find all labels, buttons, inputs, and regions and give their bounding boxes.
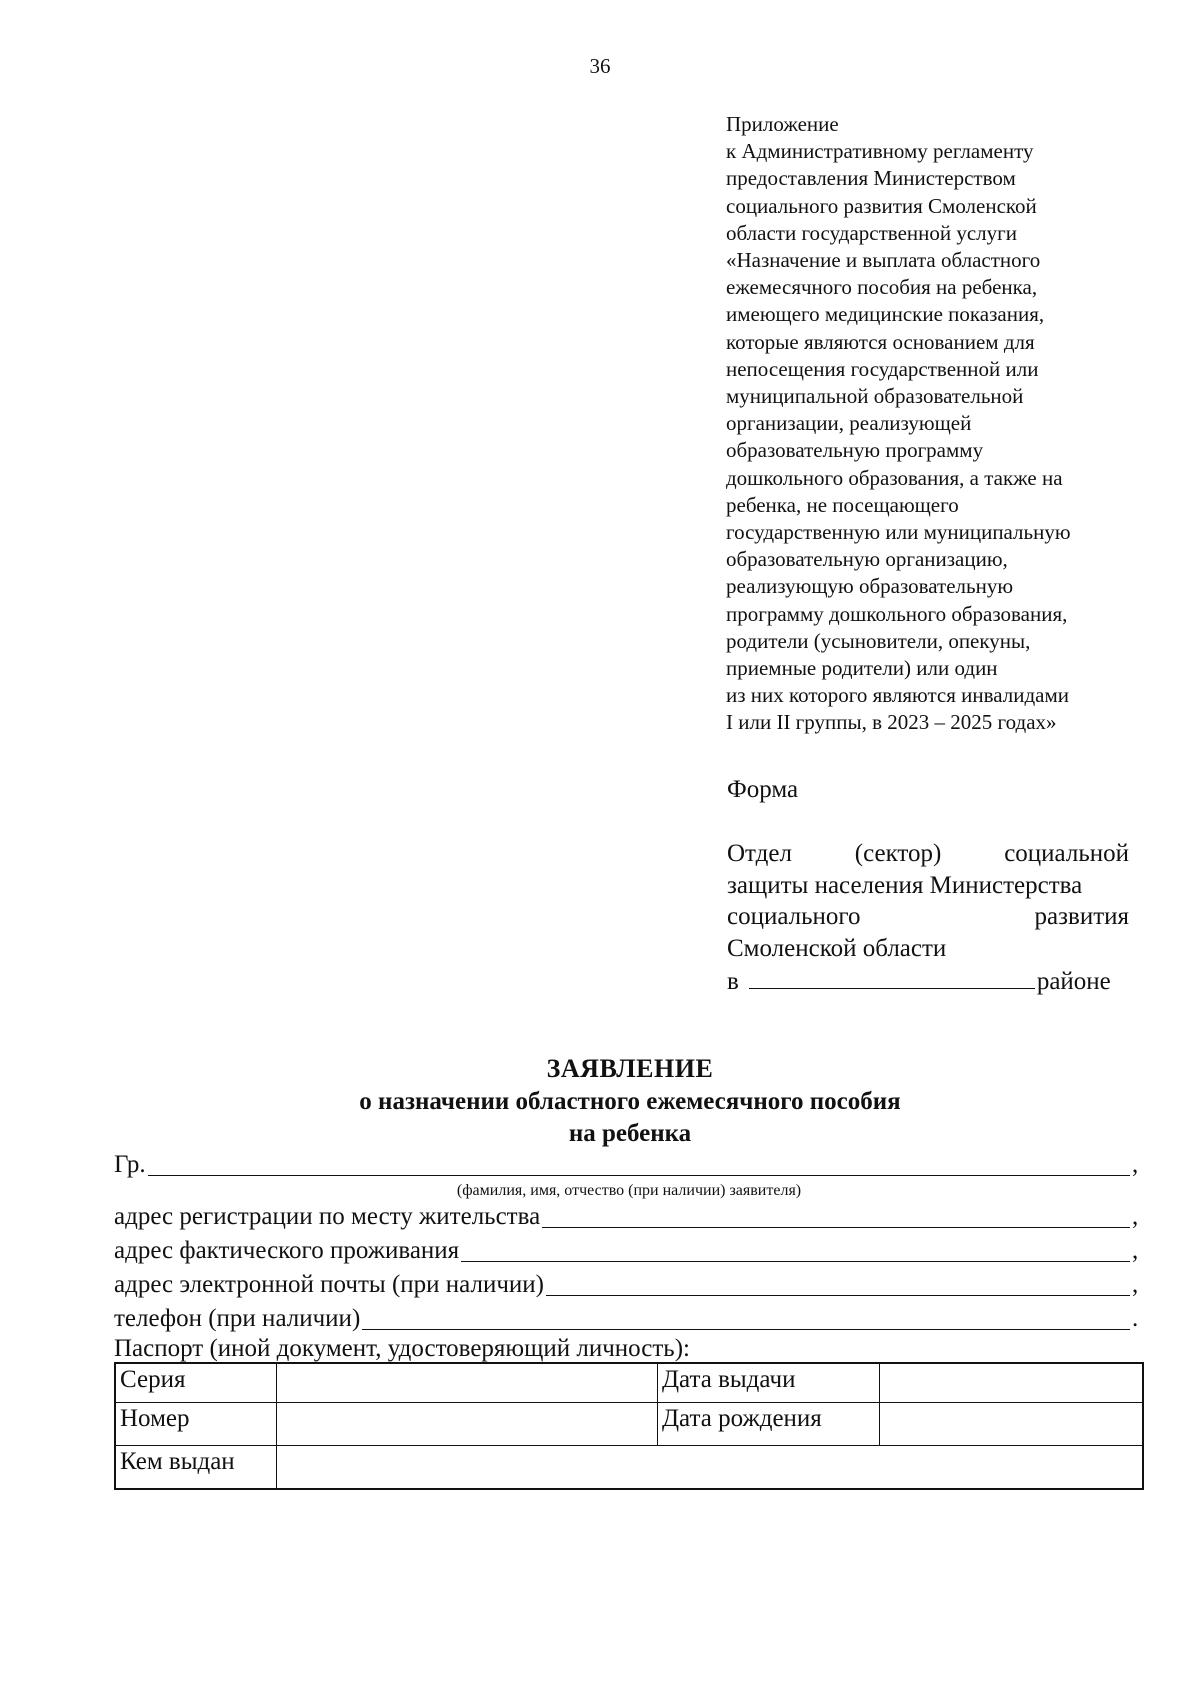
district-line: [727, 964, 1129, 998]
title-sub: на ребенка: [568, 1120, 692, 1147]
applicant-prefix: Гр.: [114, 1151, 146, 1178]
table-row: [115, 1363, 1143, 1403]
appendix-line: непосещения государственной или: [726, 356, 1039, 381]
appendix-line: из них которого являются инвалидами: [726, 683, 1069, 708]
number-cell[interactable]: [277, 1403, 658, 1446]
registration-address-blank[interactable]: [542, 1205, 1130, 1228]
email-blank[interactable]: [546, 1273, 1130, 1296]
row-comma: ,: [1132, 1271, 1139, 1298]
row-comma: ,: [1132, 1237, 1139, 1264]
phone-blank[interactable]: [362, 1307, 1130, 1330]
district-suffix: районе: [1036, 968, 1111, 995]
appendix-line: к Административному регламенту: [726, 139, 1034, 164]
actual-address-label: адрес фактического проживания: [114, 1237, 460, 1264]
row-comma: ,: [1132, 1203, 1139, 1230]
phone-row: [114, 1304, 1144, 1334]
page-number: 36: [589, 54, 611, 78]
birth-date-cell[interactable]: [880, 1403, 1144, 1446]
appendix-line: имеющего медицинские показания,: [726, 302, 1045, 327]
row-period: .: [1132, 1305, 1139, 1332]
passport-title: Паспорт (иной документ, удостоверяющий личность):: [114, 1335, 690, 1362]
applicant-hint: (фамилия, имя, отчество (при наличии) заявителя): [456, 1182, 802, 1199]
email-label: адрес электронной почты (при наличии): [114, 1271, 544, 1298]
actual-address-row: [114, 1236, 1144, 1266]
issue-date-cell[interactable]: [880, 1363, 1144, 1403]
appendix-line: ежемесячного пособия на ребенка,: [726, 275, 1038, 300]
applicant-name-blank[interactable]: [148, 1153, 1130, 1176]
recipient-line: Смоленской области: [727, 934, 947, 962]
recipient-line: защиты населения Министерства: [727, 871, 1083, 899]
actual-address-blank[interactable]: [461, 1239, 1130, 1262]
appendix-line: которые являются основанием для: [726, 329, 1035, 354]
applicant-row: [114, 1150, 1144, 1180]
appendix-line: организации, реализующей: [726, 411, 972, 436]
appendix-line: программу дошкольного образования,: [726, 601, 1068, 626]
district-blank[interactable]: [749, 964, 1035, 989]
table-row: [115, 1403, 1143, 1446]
appendix-line: социального развития Смоленской: [726, 193, 1037, 218]
appendix-line: «Назначение и выплата областного: [726, 248, 1041, 273]
issued-by-cell[interactable]: [277, 1446, 1144, 1490]
appendix-note: [726, 111, 1166, 737]
applicant-suffix: ,: [1132, 1151, 1139, 1178]
series-cell[interactable]: [277, 1363, 658, 1403]
email-row: [114, 1270, 1144, 1300]
series-label: Серия: [115, 1363, 277, 1403]
recipient-line: социального развития: [727, 903, 1129, 930]
title-main: ЗАЯВЛЕНИЕ: [546, 1054, 714, 1083]
phone-label: телефон (при наличии): [114, 1305, 361, 1332]
issued-by-label: Кем выдан: [115, 1446, 277, 1490]
appendix-line: дошкольного образования, а также на: [726, 465, 1063, 490]
registration-address-label: адрес регистрации по месту жительства: [114, 1203, 541, 1230]
registration-address-row: [114, 1202, 1144, 1232]
birth-date-label: Дата рождения: [658, 1403, 880, 1446]
appendix-line: области государственной услуги: [726, 220, 1018, 245]
form-label: Форма: [727, 776, 799, 803]
appendix-line: приемные родители) или один: [726, 656, 998, 681]
appendix-line: ребенка, не посещающего: [726, 492, 959, 517]
appendix-line: государственную или муниципальную: [726, 520, 1071, 545]
district-prefix: в: [727, 968, 739, 995]
appendix-line: образовательную программу: [726, 438, 984, 463]
appendix-line: реализующую образовательную: [726, 574, 1014, 599]
passport-table: [114, 1362, 1144, 1490]
title-sub: о назначении областного ежемесячного пособия: [359, 1087, 901, 1115]
document-title: [0, 1053, 1200, 1151]
number-label: Номер: [115, 1403, 277, 1446]
recipient-line: Отдел (сектор) социальной: [727, 840, 1129, 867]
appendix-line: образовательную организацию,: [726, 547, 1008, 572]
issue-date-label: Дата выдачи: [658, 1363, 880, 1403]
appendix-line: родители (усыновители, опекуны,: [726, 628, 1031, 653]
appendix-line: Приложение: [726, 112, 839, 136]
recipient-block: [727, 838, 1129, 998]
appendix-line: I или II группы, в 2023 – 2025 годах»: [726, 710, 1057, 735]
appendix-line: предоставления Министерством: [726, 166, 1016, 191]
appendix-line: муниципальной образовательной: [726, 384, 1024, 409]
table-row: [115, 1446, 1143, 1490]
